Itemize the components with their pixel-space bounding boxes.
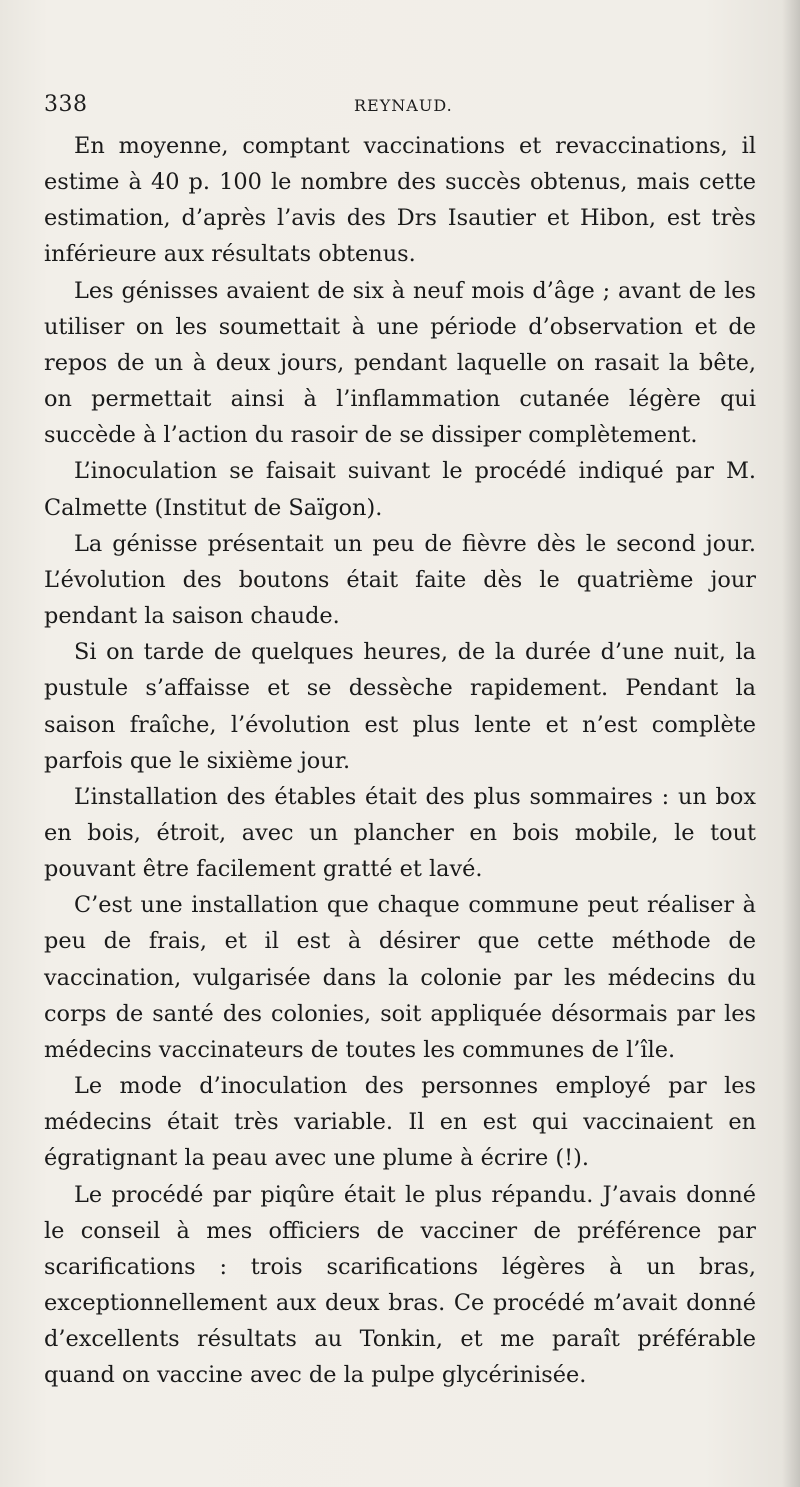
page-edge-shadow [782, 0, 800, 1487]
page-number: 338 [44, 92, 88, 117]
paragraph-inoculation-method: L’inoculation se faisait suivant le procédé indiqué par M. Calmette (Institut de Saïgon). [44, 458, 756, 521]
paragraph-commune-installation: C’est une installation que chaque commune peut réaliser à peu de frais, et il est à désirer que cette méthode de vaccination, vulgarisée dans la colonie par les médecins du corps de santé des colonies, soit appliquée désormais par les médecins vaccinateurs de toutes les communes de l’île. [44, 892, 756, 1063]
paragraph-heifers-preparation: Les génisses avaient de six à neuf mois d’âge ; avant de les utiliser on les soumettait à une période d’observation et de repos de un à deux jours, pendant laquelle on rasait la bête, on permettait ainsi à l’inflammation cutanée légère qui succède à l’action du rasoir de se dissiper complètement. [44, 277, 756, 449]
paragraph-pustule-timing: Si on tarde de quelques heures, de la durée d’une nuit, la pustule s’affaisse et se dessèche rapidement. Pendant la saison fraîche, l’évolution est plus lente et n’est complète parfois que le sixième jour. [44, 639, 756, 774]
paragraph-puncture-procedure: Le procédé par piqûre était le plus répandu. J’avais donné le conseil à mes officiers de vacciner de préférence par scarifications : trois scarifications légères à un bras, exceptionnellement aux deux bras. Ce procédé m’avait donné d’excellents résultats au Tonkin, et me paraît préférable quand on vaccine avec de la pulpe glycérinisée. [44, 1181, 756, 1389]
running-head: REYNAUD. [354, 96, 453, 115]
paragraph-inoculation-mode: Le mode d’inoculation des personnes employé par les médecins était très variable. Il en est qui vaccinaient en égratignant la peau avec une plume à écrire (!). [44, 1073, 756, 1172]
paragraph-fever-evolution: La génisse présentait un peu de fièvre dès le second jour. L’évolution des boutons était faite dès le quatrième jour pendant la saison chaude. [44, 530, 756, 630]
paragraph-stable-installation: L’installation des étables était des plus sommaires : un box en bois, étroit, avec un plancher en bois mobile, le tout pouvant être facilement gratté et lavé. [44, 783, 756, 883]
paragraph-vaccination-success: En moyenne, comptant vaccinations et revaccinations, il estime à 40 p. 100 le nombre des succès obtenus, mais cette estimation, d’après l’avis des Drs Isautier et Hibon, est très inférieure aux résultats obtenus. [44, 133, 756, 268]
page-header [44, 92, 756, 122]
body-text [44, 128, 756, 1393]
